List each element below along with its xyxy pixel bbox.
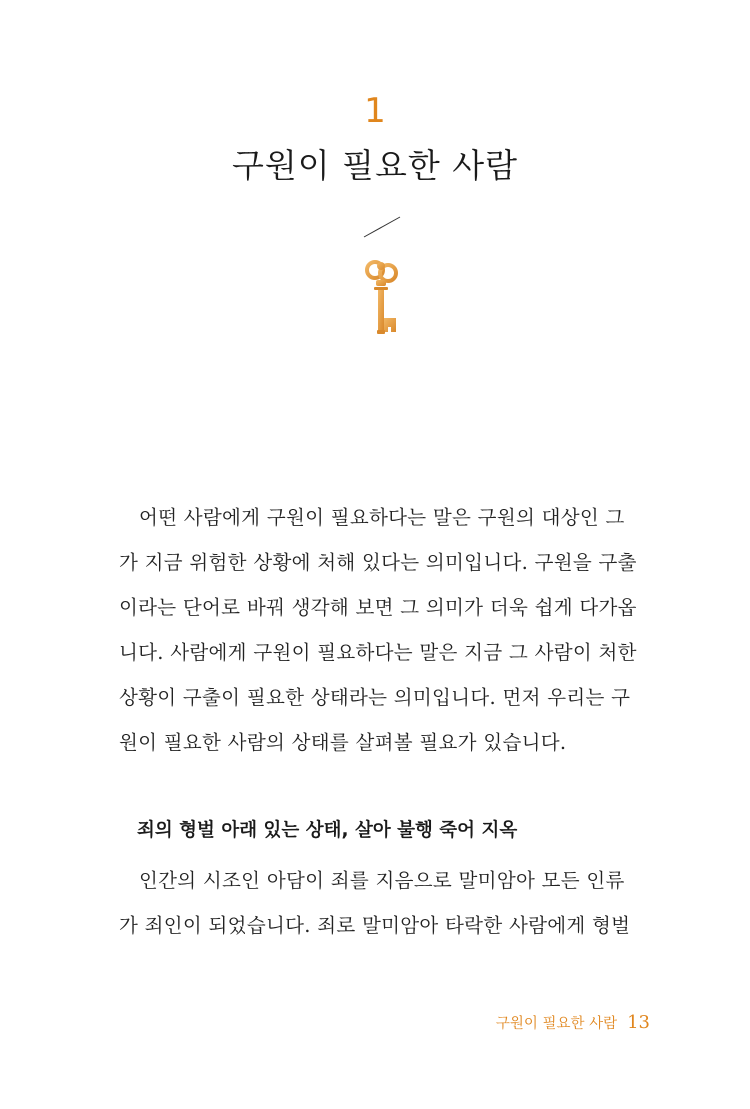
text-line: 이라는 단어로 바꿔 생각해 보면 그 의미가 더욱 쉽게 다가옵 xyxy=(119,596,637,619)
key-icon xyxy=(364,260,400,336)
page-number: 13 xyxy=(627,1012,650,1033)
text-line: 원이 필요한 사람의 상태를 살펴볼 필요가 있습니다. xyxy=(119,731,567,754)
text-line: 니다. 사람에게 구원이 필요하다는 말은 지금 그 사람이 처한 xyxy=(119,641,637,664)
section-heading: 죄의 형벌 아래 있는 상태, 살아 불행 죽어 지옥 xyxy=(137,820,518,841)
body-paragraph-2 xyxy=(119,858,654,948)
chapter-title: 구원이 필요한 사람 xyxy=(231,146,518,185)
text-line: 어떤 사람에게 구원이 필요하다는 말은 구원의 대상인 그 xyxy=(139,506,625,529)
body-paragraph-1 xyxy=(119,495,654,765)
text-line: 가 죄인이 되었습니다. 죄로 말미암아 타락한 사람에게 형벌 xyxy=(119,914,631,937)
chapter-number: 1 xyxy=(364,91,386,131)
text-line: 가 지금 위험한 상황에 처해 있다는 의미입니다. 구원을 구출 xyxy=(119,551,637,574)
running-title: 구원이 필요한 사람 xyxy=(495,1016,618,1032)
text-line: 상황이 구출이 필요한 상태라는 의미입니다. 먼저 우리는 구 xyxy=(119,686,631,709)
slash-divider-icon xyxy=(362,215,402,239)
page-footer xyxy=(496,1012,650,1033)
text-line: 인간의 시조인 아담이 죄를 지음으로 말미암아 모든 인류 xyxy=(139,869,625,892)
